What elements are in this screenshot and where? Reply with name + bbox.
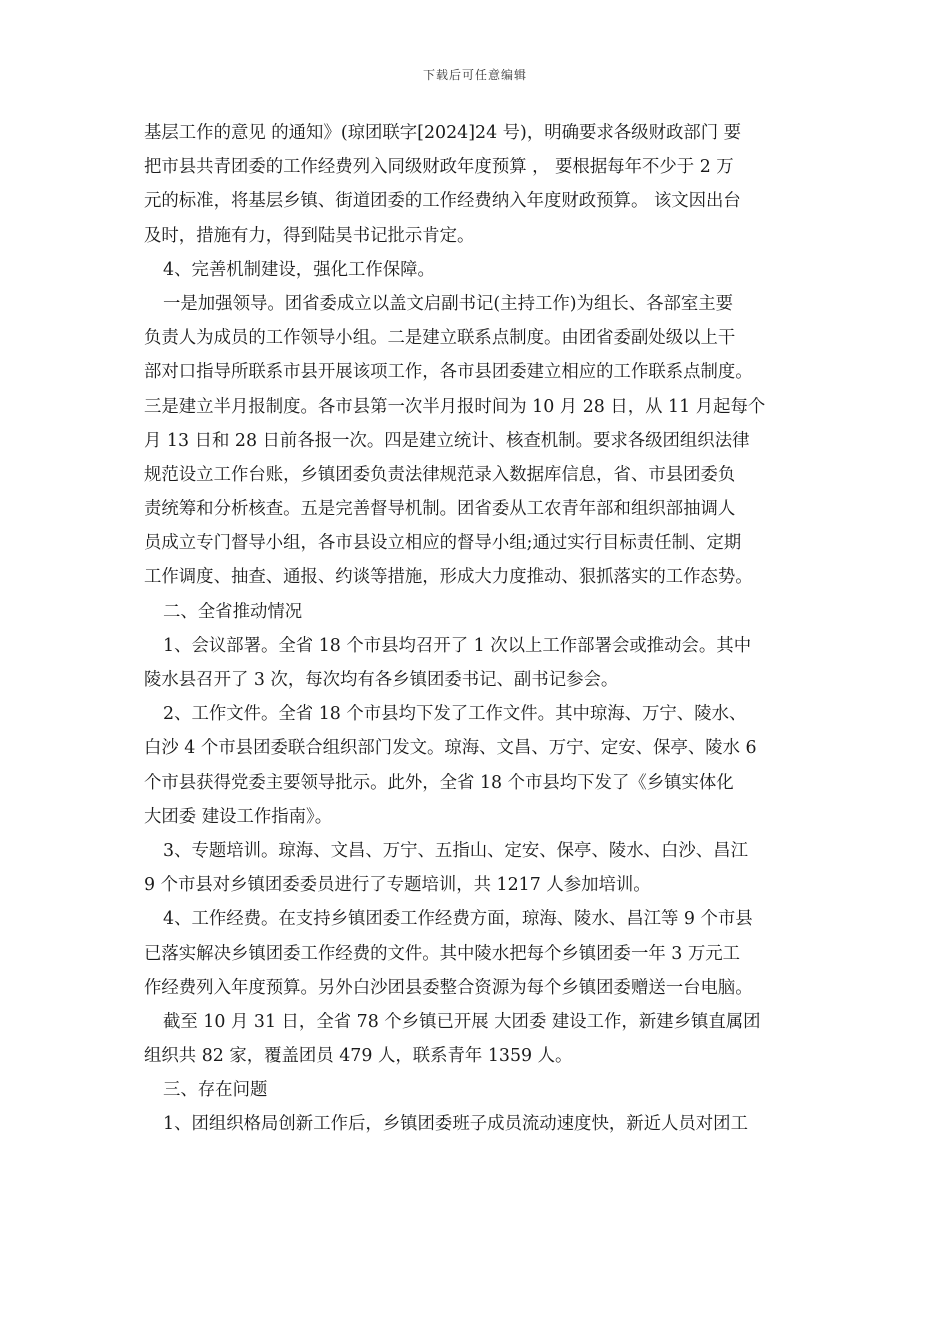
text-line: 员成立专门督导小组，各市县设立相应的督导小组;通过实行目标责任制、定期	[144, 533, 742, 554]
text-line: 负责人为成员的工作领导小组。二是建立联系点制度。由团省委副处级以上干	[144, 328, 736, 349]
text-line: 一是加强领导。团省委成立以盖文启副书记(主持工作)为组长、各部室主要	[163, 293, 734, 314]
text-line: 作经费列入年度预算。另外白沙团县委整合资源为每个乡镇团委赠送一台电脑。	[144, 977, 753, 998]
text-line: 大团委 建设工作指南》。	[144, 806, 333, 827]
text-line: 元的标准，将基层乡镇、街道团委的工作经费纳入年度财政预算。 该文因出台	[144, 191, 741, 212]
text-line: 4、工作经费。在支持乡镇团委工作经费方面，琼海、陵水、昌江等 9 个市县	[163, 909, 753, 930]
text-line: 部对口指导所联系市县开展该项工作，各市县团委建立相应的工作联系点制度。	[144, 362, 753, 383]
text-line: 个市县获得党委主要领导批示。此外，全省 18 个市县均下发了《乡镇实体化	[144, 772, 734, 793]
text-line: 陵水县召开了 3 次，每次均有各乡镇团委书记、副书记参会。	[144, 670, 619, 690]
text-line: 责统筹和分析核查。五是完善督导机制。团省委从工农青年部和组织部抽调人	[144, 499, 736, 520]
text-line: 月 13 日和 28 日前各报一次。四是建立统计、核查机制。要求各级团组织法律	[144, 430, 750, 451]
text-line: 基层工作的意见 的通知》(琼团联字[2024]24 号)，明确要求各级财政部门 要	[144, 123, 742, 143]
text-line: 及时，措施有力，得到陆昊书记批示肯定。	[144, 225, 475, 246]
text-line: 二、全省推动情况	[163, 601, 303, 622]
text-line: 9 个市县对乡镇团委委员进行了专题培训，共 1217 人参加培训。	[144, 875, 651, 896]
page-header: 下载后可任意编辑	[422, 68, 527, 82]
text-line: 3、专题培训。琼海、文昌、万宁、五指山、定安、保亭、陵水、白沙、昌江	[163, 840, 748, 861]
text-line: 三是建立半月报制度。各市县第一次半月报时间为 10 月 28 日，从 11 月起每个	[144, 396, 766, 417]
text-line: 1、团组织格局创新工作后，乡镇团委班子成员流动速度快，新近人员对团工	[163, 1114, 748, 1135]
text-line: 已落实解决乡镇团委工作经费的文件。其中陵水把每个乡镇团委一年 3 万元工	[144, 943, 741, 964]
text-line: 规范设立工作台账，乡镇团委负责法律规范录入数据库信息，省、市县团委负	[144, 464, 736, 485]
text-line: 把市县共青团委的工作经费列入同级财政年度预算 ， 要根据每年不少于 2 万	[144, 157, 734, 178]
text-line: 截至 10 月 31 日，全省 78 个乡镇已开展 大团委 建设工作，新建乡镇直属团	[163, 1011, 761, 1032]
text-line: 2、工作文件。全省 18 个市县均下发了工作文件。其中琼海、万宁、陵水、	[163, 704, 747, 725]
text-line: 工作调度、抽查、通报、约谈等措施，形成大力度推动、狠抓落实的工作态势。	[144, 567, 753, 588]
text-line: 三、存在问题	[163, 1080, 268, 1101]
text-line: 1、会议部署。全省 18 个市县均召开了 1 次以上工作部署会或推动会。其中	[163, 635, 752, 656]
text-line: 4、完善机制建设，强化工作保障。	[163, 259, 435, 280]
text-line: 组织共 82 家，覆盖团员 479 人，联系青年 1359 人。	[144, 1046, 573, 1067]
text-line: 白沙 4 个市县团委联合组织部门发文。琼海、文昌、万宁、定安、保亭、陵水 6	[144, 738, 757, 759]
document-body	[144, 116, 820, 1142]
